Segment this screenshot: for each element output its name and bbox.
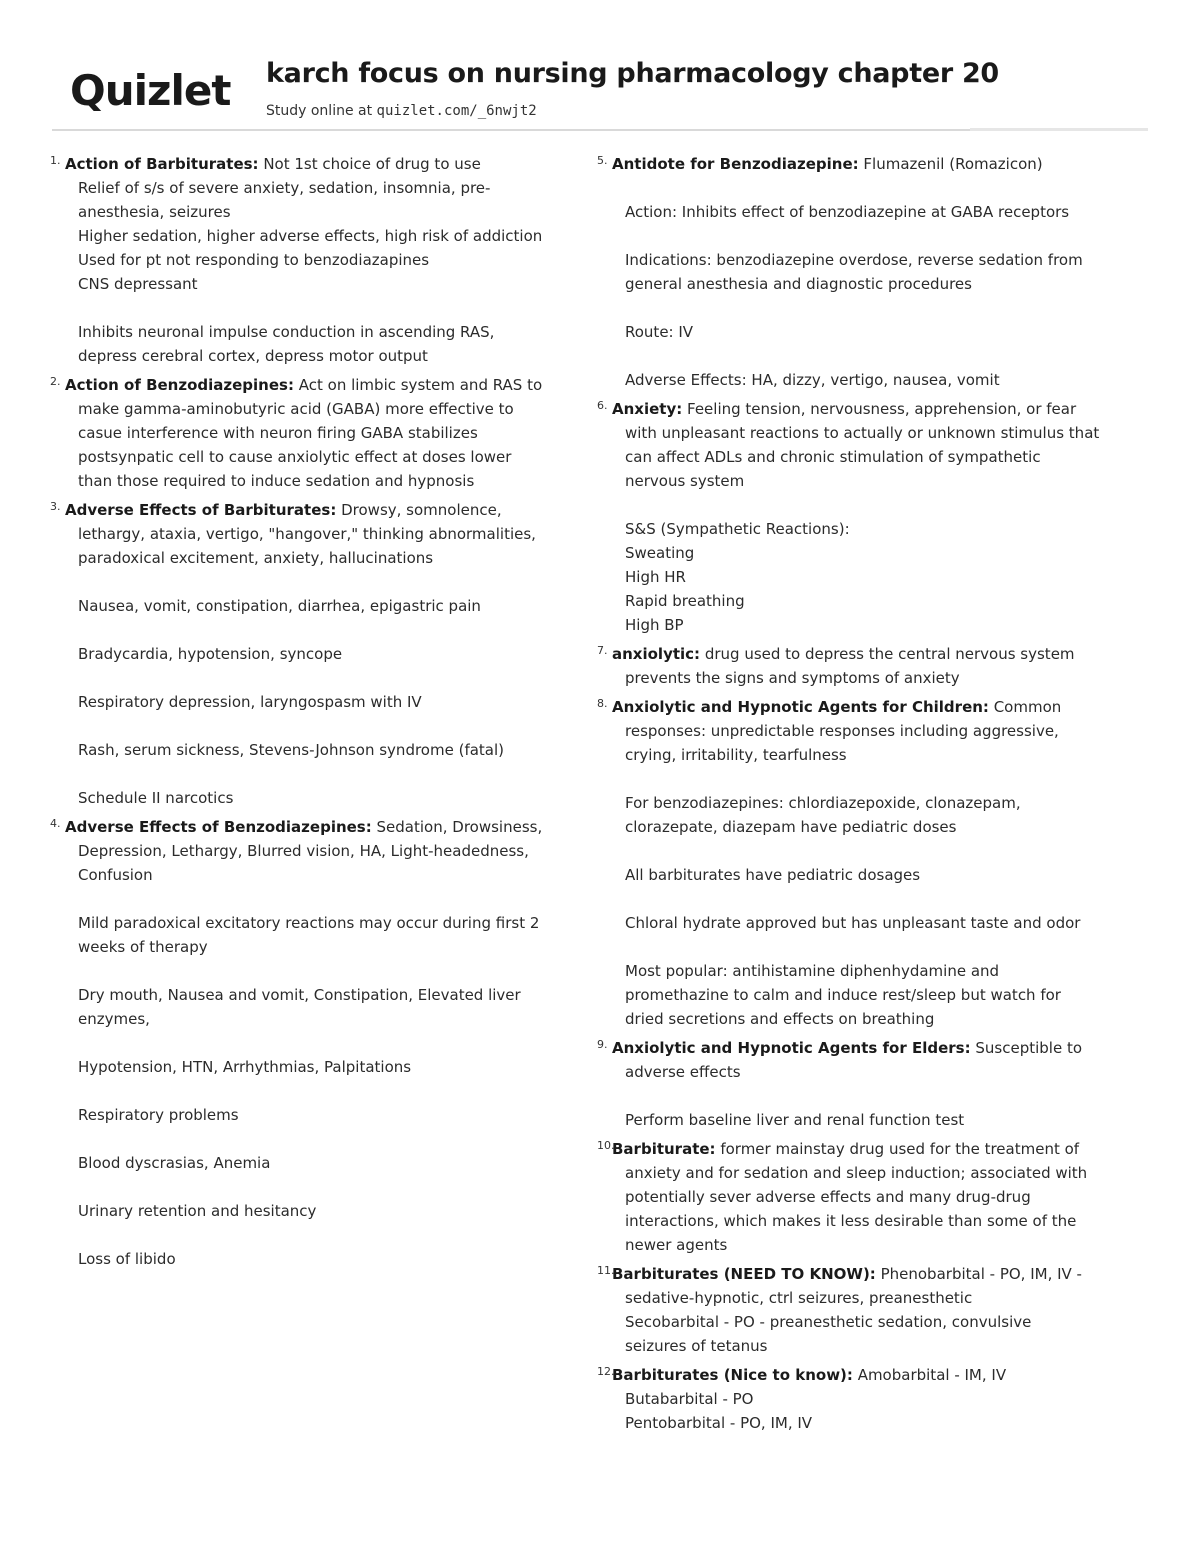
flashcard-entry [597, 695, 1137, 1031]
entry-first-line [65, 815, 580, 839]
entry-definition-line: clorazepate, diazepam have pediatric doses [625, 818, 957, 836]
entry-body [65, 373, 580, 493]
entry-definition-line [65, 1175, 580, 1199]
flashcard-entry [597, 642, 1137, 690]
entry-definition-line: Mild paradoxical excitatory reactions may occur during first 2 [78, 914, 540, 932]
entry-definition-line [612, 1084, 1137, 1108]
right-column [597, 152, 1137, 1440]
flashcard-entry [597, 1036, 1137, 1132]
entry-definition-line: anesthesia, seizures [78, 203, 231, 221]
entry-definition-line: Used for pt not responding to benzodiazapines [78, 251, 430, 269]
entry-body [612, 397, 1137, 637]
left-column [50, 152, 580, 1276]
entry-definition-line [65, 1223, 580, 1247]
entry-definition-line: Chloral hydrate approved but has unpleasant taste and odor [625, 914, 1081, 932]
flashcard-entry [597, 152, 1137, 392]
entry-definition-line: crying, irritability, tearfulness [625, 746, 847, 764]
entry-term: Adverse Effects of Benzodiazepines: [65, 818, 372, 836]
entry-definition: Act on limbic system and RAS to [298, 376, 543, 394]
entry-definition-line: with unpleasant reactions to actually or unknown stimulus that [625, 424, 1100, 442]
entry-definition-line [65, 762, 580, 786]
entry-definition-line: High HR [625, 568, 686, 586]
entry-definition-line [65, 570, 580, 594]
entry-definition-line: interactions, which makes it less desirable than some of the [625, 1212, 1077, 1230]
entry-definition-line: Sweating [625, 544, 695, 562]
entry-body [65, 815, 580, 1271]
entry-definition-line: Respiratory depression, laryngospasm with IV [78, 693, 422, 711]
entry-definition-line: Pentobarbital - PO, IM, IV [625, 1414, 813, 1432]
entry-definition: former mainstay drug used for the treatment of [720, 1140, 1080, 1158]
entry-number: 10. [597, 1139, 615, 1152]
entry-body [612, 1262, 1137, 1358]
entry-first-line [612, 1363, 1137, 1387]
entry-definition-line: Higher sedation, higher adverse effects, high risk of addiction [78, 227, 543, 245]
flashcard-entry [50, 373, 580, 493]
entry-term: Action of Benzodiazepines: [65, 376, 294, 394]
entry-definition-line: Butabarbital - PO [625, 1390, 754, 1408]
header-divider [52, 129, 1148, 131]
entry-definition-line: Secobarbital - PO - preanesthetic sedation, convulsive [625, 1313, 1032, 1331]
entry-term: Barbiturates (Nice to know): [612, 1366, 853, 1384]
entry-number: 8. [597, 697, 608, 710]
entry-definition-line: casue interference with neuron firing GABA stabilizes [78, 424, 478, 442]
entry-first-line [612, 152, 1137, 176]
entry-definition-line: adverse effects [625, 1063, 741, 1081]
entry-body [612, 642, 1137, 690]
entry-term: Antidote for Benzodiazepine: [612, 155, 859, 173]
entry-definition-line: responses: unpredictable responses including aggressive, [625, 722, 1059, 740]
entry-definition-line: Dry mouth, Nausea and vomit, Constipation, Elevated liver [78, 986, 521, 1004]
entry-definition-line: make gamma-aminobutyric acid (GABA) more effective to [78, 400, 514, 418]
entry-term: Adverse Effects of Barbiturates: [65, 501, 337, 519]
entry-number: 6. [597, 399, 608, 412]
entry-term: Action of Barbiturates: [65, 155, 259, 173]
entry-body [612, 695, 1137, 1031]
entry-definition-line: Perform baseline liver and renal function test [625, 1111, 965, 1129]
entry-body [65, 152, 580, 368]
entry-body [612, 152, 1137, 392]
entry-number: 2. [50, 375, 61, 388]
entry-term: Barbiturate: [612, 1140, 716, 1158]
entry-definition-line: lethargy, ataxia, vertigo, "hangover," thinking abnormalities, [78, 525, 536, 543]
entry-definition-line: Loss of libido [78, 1250, 176, 1268]
entry-definition: Amobarbital - IM, IV [857, 1366, 1007, 1384]
entry-definition-line: weeks of therapy [78, 938, 208, 956]
entry-definition: Not 1st choice of drug to use [263, 155, 481, 173]
flashcard-entry [50, 815, 580, 1271]
entry-definition-line: Blood dyscrasias, Anemia [78, 1154, 271, 1172]
entry-term: Anxiolytic and Hypnotic Agents for Children: [612, 698, 989, 716]
flashcard-entry [597, 1137, 1137, 1257]
entry-definition-line: can affect ADLs and chronic stimulation of sympathetic [625, 448, 1041, 466]
entry-definition-line [612, 224, 1137, 248]
entry-definition-line: anxiety and for sedation and sleep induction; associated with [625, 1164, 1088, 1182]
entry-definition-line: Bradycardia, hypotension, syncope [78, 645, 343, 663]
quizlet-logo: Quizlet [70, 66, 231, 115]
entry-definition-line [612, 935, 1137, 959]
entry-first-line [612, 1262, 1137, 1286]
entry-definition-line: than those required to induce sedation and hypnosis [78, 472, 475, 490]
entry-definition-line [612, 296, 1137, 320]
entry-definition: drug used to depress the central nervous system [704, 645, 1075, 663]
entry-definition-line [65, 887, 580, 911]
entry-definition-line [612, 344, 1137, 368]
entry-definition-line [612, 767, 1137, 791]
entry-first-line [612, 1036, 1137, 1060]
entry-first-line [612, 642, 1137, 666]
entry-term: anxiolytic: [612, 645, 701, 663]
entry-number: 9. [597, 1038, 608, 1051]
entry-definition-line: general anesthesia and diagnostic procedures [625, 275, 972, 293]
entry-definition-line [612, 839, 1137, 863]
entry-definition: Sedation, Drowsiness, [376, 818, 543, 836]
entry-definition-line: promethazine to calm and induce rest/sleep but watch for [625, 986, 1061, 1004]
entry-definition-line: nervous system [625, 472, 745, 490]
entry-definition-line: S&S (Sympathetic Reactions): [625, 520, 850, 538]
entry-term: Anxiety: [612, 400, 683, 418]
header-divider-accent [970, 128, 1148, 131]
entry-definition-line [65, 1079, 580, 1103]
entry-definition: Drowsy, somnolence, [341, 501, 502, 519]
entry-definition: Susceptible to [975, 1039, 1083, 1057]
entry-first-line [65, 498, 580, 522]
entry-definition-line [65, 296, 580, 320]
entry-number: 12. [597, 1365, 615, 1378]
entry-definition-line: CNS depressant [78, 275, 198, 293]
entry-definition-line: dried secretions and effects on breathing [625, 1010, 935, 1028]
flashcard-entry [597, 1363, 1137, 1435]
entry-definition-line: Respiratory problems [78, 1106, 239, 1124]
flashcard-entry [597, 1262, 1137, 1358]
entry-body [612, 1137, 1137, 1257]
entry-definition-line [65, 1127, 580, 1151]
entry-definition-line: seizures of tetanus [625, 1337, 768, 1355]
entry-definition-line: enzymes, [78, 1010, 150, 1028]
entry-definition-line [612, 887, 1137, 911]
entry-definition-line [612, 176, 1137, 200]
entry-definition-line: Schedule II narcotics [78, 789, 234, 807]
entry-definition-line: Nausea, vomit, constipation, diarrhea, epigastric pain [78, 597, 481, 615]
entry-definition-line [65, 666, 580, 690]
entry-definition-line [65, 959, 580, 983]
study-prefix: Study online at [266, 103, 377, 119]
entry-definition: Common [993, 698, 1062, 716]
entry-definition-line: Confusion [78, 866, 153, 884]
entry-definition-line: newer agents [625, 1236, 728, 1254]
entry-number: 7. [597, 644, 608, 657]
entry-definition-line: potentially sever adverse effects and many drug-drug [625, 1188, 1031, 1206]
entry-definition-line: Urinary retention and hesitancy [78, 1202, 317, 1220]
entry-first-line [612, 695, 1137, 719]
entry-definition: Feeling tension, nervousness, apprehension, or fear [687, 400, 1077, 418]
flashcard-entry [50, 498, 580, 810]
entry-definition-line: Indications: benzodiazepine overdose, reverse sedation from [625, 251, 1083, 269]
entry-body [612, 1363, 1137, 1435]
entry-definition-line: Adverse Effects: HA, dizzy, vertigo, nausea, vomit [625, 371, 1000, 389]
entry-definition-line: Hypotension, HTN, Arrhythmias, Palpitations [78, 1058, 412, 1076]
entry-definition-line: postsynpatic cell to cause anxiolytic effect at doses lower [78, 448, 512, 466]
entry-definition-line: depress cerebral cortex, depress motor output [78, 347, 428, 365]
entry-definition-line: Rapid breathing [625, 592, 745, 610]
entry-definition-line: Rash, serum sickness, Stevens-Johnson syndrome (fatal) [78, 741, 505, 759]
flashcard-entry [50, 152, 580, 368]
entry-definition-line: Most popular: antihistamine diphenhydamine and [625, 962, 1000, 980]
entry-definition-line [612, 493, 1137, 517]
entry-number: 11. [597, 1264, 615, 1277]
entry-definition-line: prevents the signs and symptoms of anxiety [625, 669, 960, 687]
entry-number: 5. [597, 154, 608, 167]
entry-definition-line: All barbiturates have pediatric dosages [625, 866, 921, 884]
entry-definition-line: sedative-hypnotic, ctrl seizures, preanesthetic [625, 1289, 973, 1307]
entry-body [65, 498, 580, 810]
entry-number: 3. [50, 500, 61, 513]
entry-first-line [65, 152, 580, 176]
flashcard-entry [597, 397, 1137, 637]
study-online-line [266, 103, 537, 119]
entry-body [612, 1036, 1137, 1132]
entry-definition-line: paradoxical excitement, anxiety, hallucinations [78, 549, 434, 567]
entry-definition: Phenobarbital - PO, IM, IV - [880, 1265, 1082, 1283]
entry-definition-line [65, 714, 580, 738]
entry-definition-line: Action: Inhibits effect of benzodiazepine at GABA receptors [625, 203, 1070, 221]
entry-definition-line [65, 1031, 580, 1055]
entry-number: 1. [50, 154, 61, 167]
page-header [70, 56, 1150, 130]
entry-term: Barbiturates (NEED TO KNOW): [612, 1265, 876, 1283]
entry-definition-line: Relief of s/s of severe anxiety, sedation, insomnia, pre- [78, 179, 491, 197]
entry-definition: Flumazenil (Romazicon) [863, 155, 1043, 173]
entry-definition-line: Route: IV [625, 323, 694, 341]
page-title: karch focus on nursing pharmacology chapter 20 [266, 58, 999, 89]
entry-number: 4. [50, 817, 61, 830]
entry-first-line [612, 397, 1137, 421]
entry-definition-line [65, 618, 580, 642]
entry-term: Anxiolytic and Hypnotic Agents for Elders: [612, 1039, 971, 1057]
entry-definition-line: Depression, Lethargy, Blurred vision, HA, Light-headedness, [78, 842, 529, 860]
entry-definition-line: High BP [625, 616, 684, 634]
study-url-link[interactable]: quizlet.com/_6nwjt2 [376, 103, 537, 119]
entry-first-line [65, 373, 580, 397]
entry-definition-line: Inhibits neuronal impulse conduction in ascending RAS, [78, 323, 495, 341]
entry-definition-line: For benzodiazepines: chlordiazepoxide, clonazepam, [625, 794, 1021, 812]
entry-first-line [612, 1137, 1137, 1161]
